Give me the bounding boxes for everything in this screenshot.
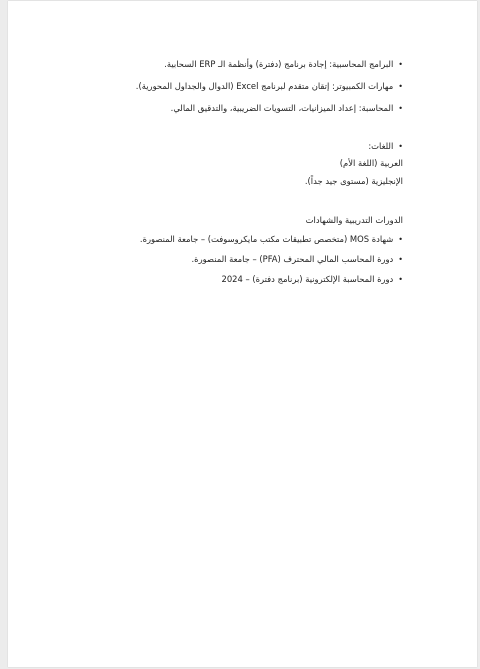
skill-text: البرامج المحاسبية: إجادة برنامج (دفترة) وأنظمة الـ ERP السحابية. <box>164 59 394 69</box>
bullet-icon: • <box>398 104 403 113</box>
course-text: دورة المحاسب المالي المحترف (PFA) – جامعة المنصورة. <box>191 254 394 264</box>
skill-text: مهارات الكمبيوتر: إتقان متقدم لبرنامج Excel (الدوال والجداول المحورية). <box>135 81 394 91</box>
course-text: شهادة MOS (متخصص تطبيقات مكتب مايكروسوفت) – جامعة المنصورة. <box>139 234 394 244</box>
skill-accounting <box>171 103 403 113</box>
language-item-english: الإنجليزية (مستوى جيد جداً). <box>304 176 403 186</box>
course-item-electronic-accounting <box>222 274 403 284</box>
language-item-arabic: العربية (اللغة الأم) <box>339 158 403 168</box>
course-text: دورة المحاسبة الإلكترونية (برنامج دفترة) – 2024 <box>221 274 394 284</box>
bullet-icon: • <box>398 235 403 244</box>
languages-heading-text: اللغات: <box>368 141 394 151</box>
languages-heading <box>368 141 403 151</box>
course-item-pfa <box>192 254 403 264</box>
skill-text: المحاسبة: إعداد الميزانيات، التسويات الضريبية، والتدقيق المالي. <box>170 103 394 113</box>
bullet-icon: • <box>398 275 403 284</box>
bullet-icon: • <box>398 82 403 91</box>
bullet-icon: • <box>398 255 403 264</box>
skill-computer <box>136 81 403 91</box>
skill-accounting-software <box>164 59 403 69</box>
courses-heading: الدورات التدريبية والشهادات <box>305 215 403 225</box>
document-page <box>8 1 477 667</box>
course-item-mos <box>140 234 403 244</box>
bullet-icon: • <box>398 60 403 69</box>
bullet-icon: • <box>398 142 403 151</box>
